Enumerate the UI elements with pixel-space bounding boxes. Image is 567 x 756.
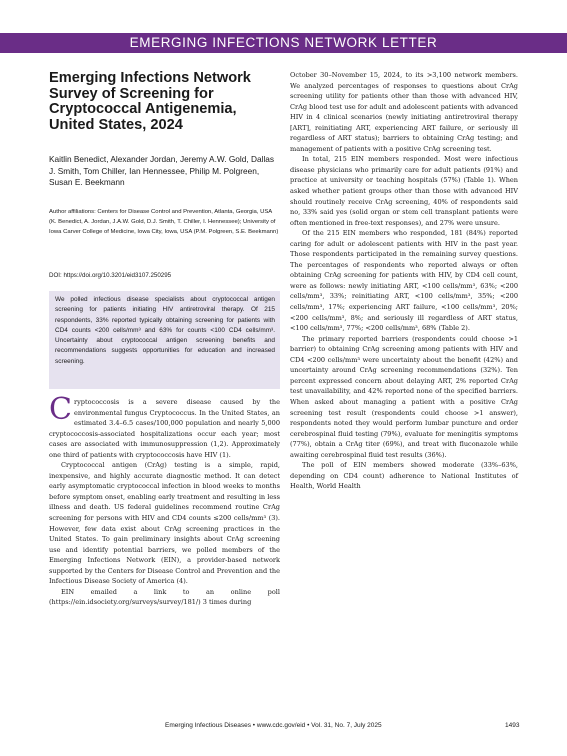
drop-cap: C xyxy=(49,392,72,427)
paragraph-5: In total, 215 EIN members responded. Most were infectious disease physicians who primarily care for adult patients (91%) and practice at university or teaching hospitals (57%) (Table 1). When asked whether patient groups other than those with advanced HIV should routinely receive CrAg screening, 40% of respondents said no, 33% said yes (solid organ or stem cell transplant patients were often mentioned in free-text responses), and 27% were unsure. xyxy=(290,155,518,227)
author-list: Kaitlin Benedict, Alexander Jordan, Jeremy A.W. Gold, Dallas J. Smith, Tom Chiller, Ian Hennessee, Philip M. Polgreen, Susan E. Beekmann xyxy=(49,154,275,188)
paragraph-8: The poll of EIN members showed moderate (33%–63%, depending on CD4 count) adherence to National Institutes of Health, World Health xyxy=(290,461,518,491)
journal-footer: Emerging Infectious Diseases • www.cdc.gov/eid • Vol. 31, No. 7, July 2025 xyxy=(165,722,382,729)
section-banner: EMERGING INFECTIONS NETWORK LETTER xyxy=(129,35,438,50)
paragraph-1: ryptococcosis is a severe disease caused by the environmental fungus Cryptococcus. In the United States, an estimated 3.4–6.5 cases/100,000 population and nearly 5,000 cryptococcosis-associated hospitalizations occur each year; most cases are associated with immunosuppression (1,2). Approximately one third of patients with cryptococcosis have HIV (1). xyxy=(49,398,280,459)
doi-link[interactable]: DOI: https://doi.org/10.3201/eid3107.250295 xyxy=(49,272,172,279)
page-number: 1493 xyxy=(505,722,520,729)
abstract-text: We polled infectious disease specialists about cryptococcal antigen screening for patients initiating HIV antiretroviral therapy. Of 215 respondents, 33% reported typically obtaining screening for patients with CD4 counts <200 cells/mm³ and 63% for counts <100 CD4 cells/mm³. Uncertainty about cryptococcal antigen screening benefits and recommendations suggests opportunities for education and increased screening. xyxy=(55,296,275,365)
paragraph-7: The primary reported barriers (respondents could choose >1 barrier) to obtaining CrAg screening among patients with HIV and CD4 <200 cells/mm³ were uncertainty about the benefit (42%) and uncertainty around CrAg screening recommendations (32%). Ten percent expressed concern about delaying ART, 2% reported CrAg test unavailability, and 42% reported none of the specified barriers. When asked about managing a patient with a positive CrAg screening test result (respondents could choose >1 answer), respondents noted they would perform lumbar puncture and order cerebrospinal fluid testing (79%), evaluate for meningitis symptoms (77%), obtain a CrAg titer (69%), and treat with fluconazole while awaiting cerebrospinal fluid test results (36%). xyxy=(290,334,518,459)
author-affiliations: Author affiliations: Centers for Disease Control and Prevention, Atlanta, Georgia, USA (K. Benedict, A. Jordan, J.A.W. Gold, D.J. Smith, T. Chiller, I. Hennessee); University of Iowa Carver College of Medicine, Iowa City, Iowa, USA (P.M. Polgreen, S.E. Beekmann) xyxy=(49,209,279,236)
paragraph-6: Of the 215 EIN members who responded, 181 (84%) reported caring for adult or adolescent patients with HIV in the past year. Those respondents participated in the remaining survey questions. The percentages of respondents who reported always or often obtaining CrAg screening for patients with HIV, by CD4 cell count, were as follows: newly initiating ART, <100 cells/mm³, 63%; <200 cells/mm³, 33%; reinitiating ART, <100 cells/mm³, 35%; <200 cells/mm³, 17%; experiencing ART failure, <100 cells/mm³, 20%; <200 cells/mm³, 8%; and seriously ill regardless of ART status, <100 cells/mm³, 77%; <200 cells/mm³, 68% (Table 2). xyxy=(290,229,518,333)
paragraph-2: Cryptococcal antigen (CrAg) testing is a simple, rapid, inexpensive, and highly accurate diagnostic method. It can detect early asymptomatic cryptococcal infection in blood weeks to months before symptom onset, enabling early treatment and resulting in less illness and death. US federal guidelines recommend routine CrAg screening for persons with HIV and CD4 counts ≤200 cells/mm³ (3). However, few data exist about CrAg screening practices in the United States. To gain preliminary insights about CrAg screening use and identify potential barriers, we polled members of the Emerging Infections Network (EIN), a provider-based network supported by the Centers for Disease Control and Prevention and the Infectious Disease Society of America (4). xyxy=(49,461,280,586)
body-column-left xyxy=(49,392,280,608)
body-column-right xyxy=(290,70,518,492)
paragraph-3: EIN emailed a link to an online poll (https://ein.idsociety.org/surveys/survey/181/) 3 times during xyxy=(49,587,280,607)
paragraph-4: October 30–November 15, 2024, to its >3,100 network members. We analyzed percentages of responses to questions about CrAg screening utility for patients other than those with advanced HIV, CrAg blood test use for adult and adolescent patients with advanced HIV in 4 clinical scenarios (newly initiating antiretroviral therapy [ART], reinitiating ART, experiencing ART failure, or seriously ill regardless of ART status); barriers to obtaining CrAg testing; and management of patients with a positive CrAg screening test. xyxy=(290,71,518,153)
article-title: Emerging Infections Network Survey of Screening for Cryptococcal Antigenemia, United States, 2024 xyxy=(49,70,251,133)
